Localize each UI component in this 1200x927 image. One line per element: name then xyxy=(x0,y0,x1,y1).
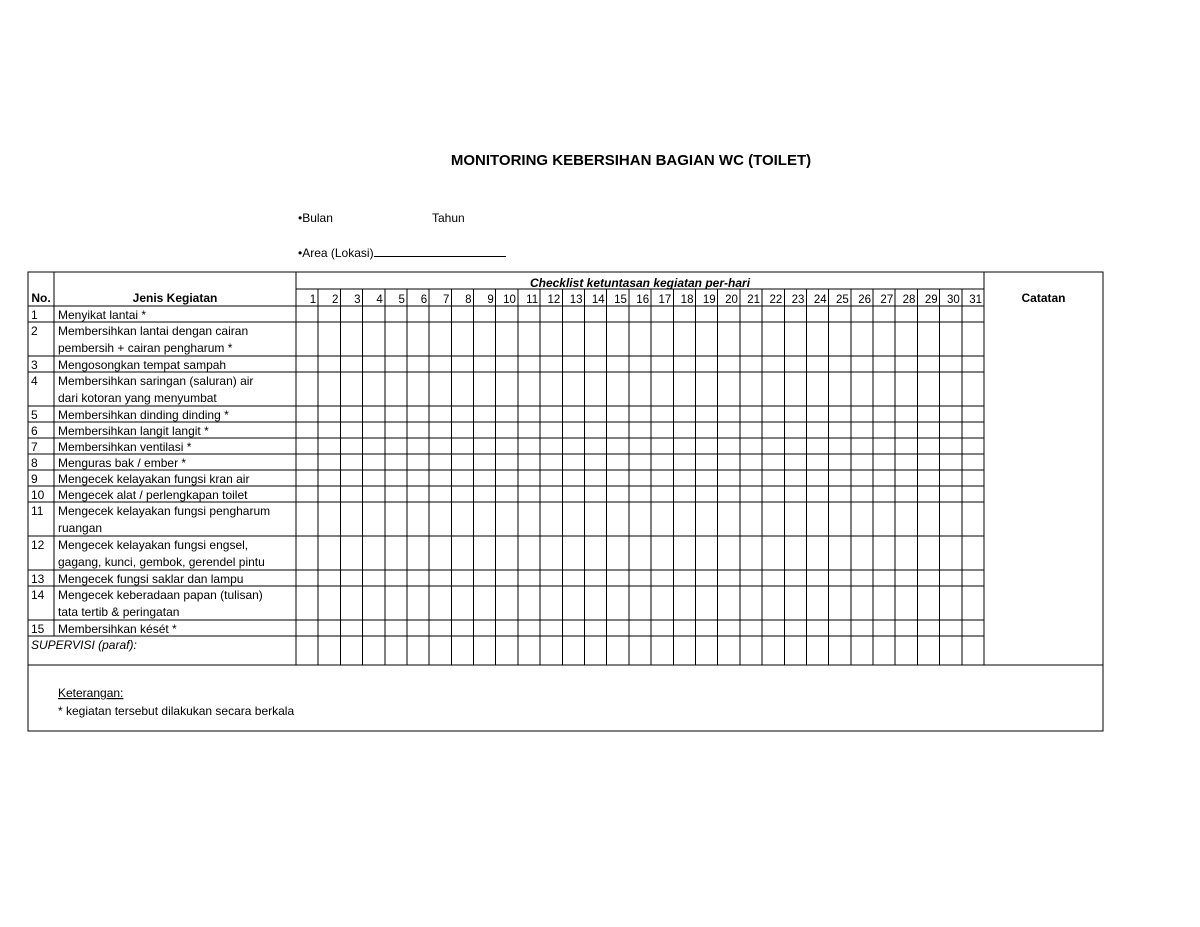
day-number-21: 21 xyxy=(747,294,761,306)
activity-label: gagang, kunci, gembok, gerendel pintu xyxy=(58,555,265,569)
activity-label: Membersihkan saringan (saluran) air xyxy=(58,374,254,388)
bulan-label: •Bulan xyxy=(298,211,333,225)
day-number-20: 20 xyxy=(725,294,738,306)
activity-label: Membersihkan kését * xyxy=(58,622,177,636)
row-number: 5 xyxy=(31,408,38,422)
keterangan-heading: Keterangan: xyxy=(58,686,124,700)
day-number-9: 9 xyxy=(487,294,494,306)
day-number-30: 30 xyxy=(947,294,960,306)
row-number: 12 xyxy=(31,538,45,552)
day-number-4: 4 xyxy=(376,294,383,306)
row-number: 8 xyxy=(31,456,38,470)
row-number: 14 xyxy=(31,588,45,602)
area-label: •Area (Lokasi) xyxy=(298,246,374,260)
activity-label: Menyikat lantai * xyxy=(58,308,147,322)
page-title: MONITORING KEBERSIHAN BAGIAN WC (TOILET) xyxy=(450,152,812,169)
activity-label: Mengecek alat / perlengkapan toilet xyxy=(58,488,248,502)
day-number-10: 10 xyxy=(503,294,516,306)
day-number-29: 29 xyxy=(924,294,938,306)
activity-label: Mengecek kelayakan fungsi kran air xyxy=(58,472,250,486)
row-number: 4 xyxy=(31,374,38,388)
activity-label: pembersih + cairan pengharum * xyxy=(58,341,233,355)
row-number: 3 xyxy=(31,358,38,372)
activity-label: Membersihkan lantai dengan cairan xyxy=(58,324,249,338)
activity-label: dari kotoran yang menyumbat xyxy=(58,391,217,405)
tahun-label: Tahun xyxy=(432,211,465,225)
day-number-5: 5 xyxy=(398,294,405,306)
day-number-25: 25 xyxy=(836,294,849,306)
activity-label: Mengecek kelayakan fungsi pengharum xyxy=(58,504,271,518)
day-number-19: 19 xyxy=(702,294,716,306)
day-number-7: 7 xyxy=(442,294,450,306)
no-header: No. xyxy=(31,291,51,305)
day-number-6: 6 xyxy=(420,294,428,306)
day-number-23: 23 xyxy=(791,294,805,306)
row-number: 9 xyxy=(31,472,38,486)
day-number-11: 11 xyxy=(526,294,539,306)
row-number: 7 xyxy=(31,440,38,454)
row-number: 6 xyxy=(31,424,38,438)
day-number-22: 22 xyxy=(769,294,783,306)
activity-label: Mengecek fungsi saklar dan lampu xyxy=(58,572,244,586)
day-number-15: 15 xyxy=(614,294,627,306)
day-number-12: 12 xyxy=(547,294,561,306)
day-number-14: 14 xyxy=(591,294,605,306)
checklist-header: Checklist ketuntasan kegiatan per-hari xyxy=(529,276,751,290)
activity-label: tata tertib & peringatan xyxy=(58,605,180,619)
activity-label: Membersihkan ventilasi * xyxy=(58,440,192,454)
activity-label: Menguras bak / ember * xyxy=(58,456,187,470)
row-number: 10 xyxy=(31,488,45,502)
day-number-1: 1 xyxy=(309,294,317,306)
keterangan-note: * kegiatan tersebut dilakukan secara berkala xyxy=(58,704,295,718)
day-number-16: 16 xyxy=(636,294,650,306)
activity-label: Mengecek keberadaan papan (tulisan) xyxy=(58,588,263,602)
day-number-8: 8 xyxy=(465,294,472,306)
day-number-28: 28 xyxy=(902,294,916,306)
day-number-13: 13 xyxy=(569,294,583,306)
row-number: 1 xyxy=(31,308,38,322)
notes-header: Catatan xyxy=(1021,291,1066,305)
day-number-3: 3 xyxy=(354,294,361,306)
activity-header: Jenis Kegiatan xyxy=(132,291,218,305)
supervisi-label: SUPERVISI (paraf): xyxy=(31,638,137,652)
day-number-17: 17 xyxy=(658,294,672,306)
day-number-18: 18 xyxy=(680,294,694,306)
day-number-31: 31 xyxy=(969,294,982,306)
day-number-26: 26 xyxy=(858,294,872,306)
activity-label: Mengecek kelayakan fungsi engsel, xyxy=(58,538,249,552)
day-number-27: 27 xyxy=(880,294,894,306)
row-number: 2 xyxy=(31,324,38,338)
activity-label: Mengosongkan tempat sampah xyxy=(58,358,227,372)
activity-label: ruangan xyxy=(58,521,103,535)
row-number: 13 xyxy=(31,572,45,586)
day-number-24: 24 xyxy=(813,294,827,306)
row-number: 15 xyxy=(31,622,45,636)
day-number-2: 2 xyxy=(331,294,339,306)
activity-label: Membersihkan dinding dinding * xyxy=(58,408,229,422)
row-number: 11 xyxy=(31,504,44,518)
activity-label: Membersihkan langit langit * xyxy=(58,424,209,438)
